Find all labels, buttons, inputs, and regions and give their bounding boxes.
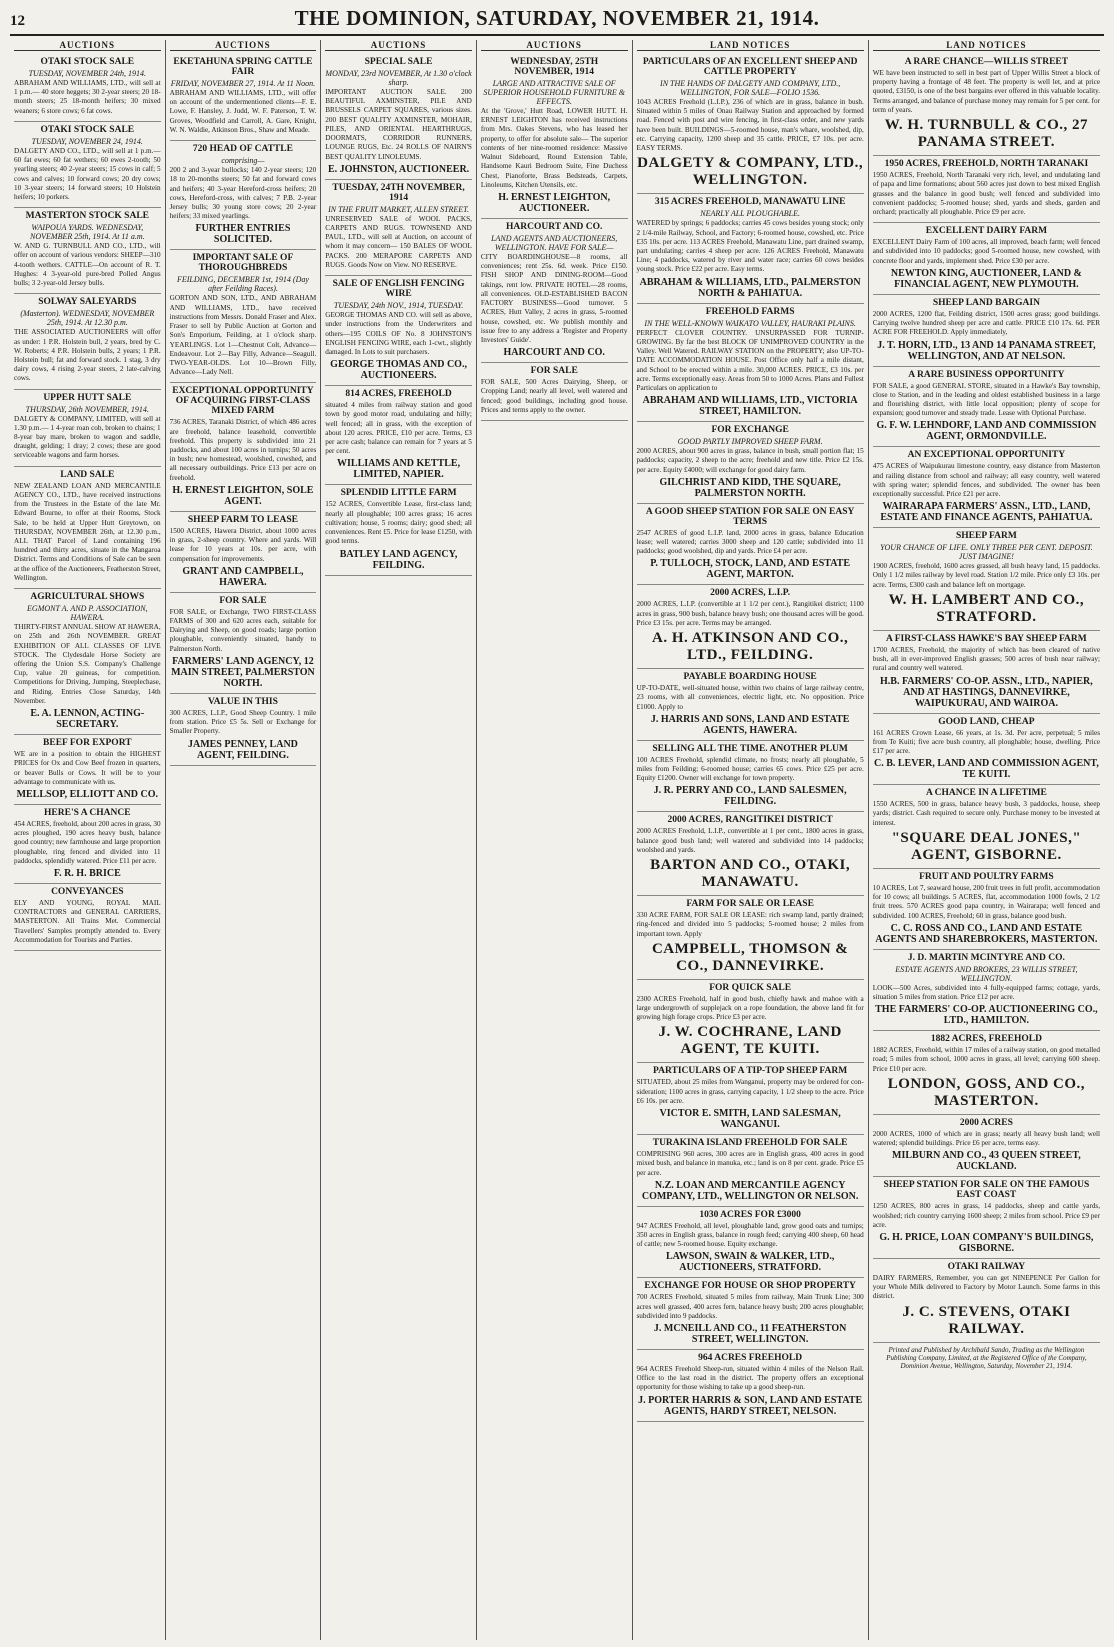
ad-body: EXCELLENT Dairy Farm of 100 acres, all improved, beach farm; well fenced and subdivided into 10 paddocks; good 5-roomed house, new cowshed, with concrete floor and yards, implement shed. Price £30 per acre. xyxy=(872,238,1101,265)
ad-subheading: THURSDAY, 26th NOVEMBER, 1914. xyxy=(25,404,149,414)
ad-signature: NEWTON KING, AUCTIONEER, LAND & FINANCIAL AGENT, NEW PLYMOUTH. xyxy=(890,267,1082,290)
ad-body: 2000 ACRES, 1200 flat, Feilding district, 1500 acres grass; good buildings. Carrying twelve hundred sheep per acre and cattle. PRICE £10 17s. 6d. PER ACRE FOR FREEHOLD. Apply immediately, xyxy=(872,309,1101,337)
ad-heading: VALUE IN THIS xyxy=(208,696,278,707)
ad-signature: J. T. HORN, LTD., 13 AND 14 PANAMA STREET, WELLINGTON, AND AT NELSON. xyxy=(877,339,1096,362)
ad-body: 454 ACRES, freehold, about 200 acres in grass, 30 acres ploughed, 190 acres heavy bush, balance good country; new farmhouse and large proportion ploughable, ring fenced and divided into 11 paddocks, splendidly watered. Price £11 per acre. xyxy=(14,819,161,865)
ad-body: 736 ACRES, Taranaki District, of which 486 acres are freehold, balance leasehold, convertible freehold. This property is subdivided into 21 paddocks, and about 100 acres in turnips; 50 acres in bush; new homestead, woolshed, cowshed, and all necessary outbuildings. Price £13 per acre on freehold. xyxy=(169,418,317,482)
advertisement xyxy=(14,467,161,589)
ad-body: 1550 ACRES, 500 in grass, balance heavy bush, 3 paddocks, house, sheep yards; district. Cash required to secure only. Purchase money to be invested at interest. xyxy=(872,800,1101,827)
ad-heading: SHEEP LAND BARGAIN xyxy=(932,297,1040,308)
ad-body: SITUATED, about 25 miles from Wanganui, property may be ordered for con-sideration; 1100 acres in grass, carrying capacity, 1 1/2 sheep to the acre. Price £6 10s. per acre. xyxy=(636,1078,864,1105)
ad-heading: J. D. MARTIN MCINTYRE AND CO. xyxy=(907,952,1065,963)
advertisement xyxy=(637,896,864,980)
ad-body: WATERED by springs; 6 paddocks; carries 45 cows besides young stock; only 2 1/4-mile Railway, School, and Factory; 6-roomed house, cowshed, etc. Price £35 10s. per acre. 113 ACRES Freehold, Manawatu Line, part drained swamp, part undulating; carries 4 sheep per acre. 126 ACRES Freehold, Manawatu Line; 4 paddocks, watered by river and water race; carries 60 cows besides young stock. Price £22 per acre. Easy terms. xyxy=(636,219,864,274)
ad-heading: SHEEP FARM TO LEASE xyxy=(187,514,298,525)
advertisement xyxy=(637,812,864,896)
ad-body: 1500 ACRES, Hawera District, about 1000 acres in grass, 2-sheep country. Where and yards. Will lease for 10 years at 10s. per acre, with compensation for improvements. xyxy=(169,526,317,563)
ad-signature: J. HARRIS AND SONS, LAND AND ESTATE AGENTS, HAWERA. xyxy=(650,713,850,736)
advertisement xyxy=(637,1278,864,1350)
ad-heading: 1950 ACRES, FREEHOLD, NORTH TARANAKI xyxy=(884,159,1089,170)
ad-body: 200 2 and 3-year bullocks; 140 2-year steers; 120 18 to 20-months steers; 50 fat and forward cows and heifers; 40 3-year Hereford-cross heifers; 20 cows, Hereford-cross, with calves; 7 P.B. 2-year Jersey bulls; 30 young store cows; 20 2-year heifers; 33 mixed yearlings. xyxy=(169,166,317,221)
advertisement xyxy=(170,250,317,383)
ad-heading: AN EXCEPTIONAL OPPORTUNITY xyxy=(907,450,1066,461)
ad-signature: LAWSON, SWAIN & WALKER, LTD., AUCTIONEERS, STRATFORD. xyxy=(665,1251,835,1274)
ad-subheading: EGMONT A. AND P. ASSOCIATION, HAWERA. xyxy=(27,604,148,623)
ad-signature: G. F. W. LEHNDORF, LAND AND COMMISSION AGENT, ORMONDVILLE. xyxy=(876,420,1097,443)
ad-signature: G. H. PRICE, LOAN COMPANY'S BUILDINGS, GISBORNE. xyxy=(879,1231,1094,1254)
ad-body: 161 ACRES Crown Lease, 66 years, at 1s. 3d. Per acre, perpetual; 5 miles from Te Kuiti; five acre bush country, all ploughable; house, dwelling. Price £17 per acre. xyxy=(872,728,1101,755)
ad-heading: SELLING ALL THE TIME. ANOTHER PLUM xyxy=(652,743,848,754)
ad-heading: 2000 ACRES, RANGITIKEI DISTRICT xyxy=(667,815,833,826)
ad-body: At the 'Grove,' Hutt Road, LOWER HUTT. H. ERNEST LEIGHTON has received instructions from Mrs. Oakes Stevens, who has leased her property, to offer for absolute sale— The superior contents of her nine-roomed residence: Massive Walnut Sideboard, Round Extension Table, Handsome Kauri Bedroom Suite, Fine Duchess Chest, Pianoforte, Brass Bedsteads, Carpets, Linoleums, Kitchen Utensils, etc. xyxy=(480,107,628,189)
ad-body: ELY AND YOUNG, ROYAL MAIL CONTRACTORS and GENERAL CARRIERS, MASTERTON. All Trains Met. Commercial Travellers' Samples promptly attended to. Every Accommodation for Tourists and Parties. xyxy=(14,899,161,944)
ad-signature: MELLSOP, ELLIOTT AND CO. xyxy=(16,788,159,800)
ad-signature: C. C. ROSS AND CO., LAND AND ESTATE AGENTS AND SHAREBROKERS, MASTERTON. xyxy=(875,922,1098,945)
ad-heading: SOLWAY SALEYARDS xyxy=(38,297,137,308)
advertisement xyxy=(637,669,864,741)
ad-subheading: GOOD PARTLY IMPROVED SHEEP FARM. xyxy=(677,437,823,447)
ad-heading: HARCOURT AND CO. xyxy=(506,221,603,232)
ad-heading: 2000 ACRES, L.I.P. xyxy=(710,588,791,599)
advertisement xyxy=(170,512,317,593)
ad-body: FOR SALE, a good GENERAL STORE, situated in a Hawke's Bay township, close to Station, and in the leading and oldest established business in a large and flourishing district, with little local opposition; plenty of scope for expansion; good turnover and steady trade. Lease with Optional Purchase. xyxy=(872,381,1101,418)
advertisement xyxy=(873,223,1100,295)
ad-heading: 315 ACRES FREEHOLD, MANAWATU LINE xyxy=(654,197,846,208)
advertisement xyxy=(637,422,864,504)
ad-signature: DALGETY & COMPANY, LTD., WELLINGTON. xyxy=(637,155,864,189)
advertisement xyxy=(873,528,1100,631)
advertisement xyxy=(637,585,864,669)
ad-heading: IMPORTANT SALE OF THOROUGHBREDS xyxy=(192,253,294,274)
masthead xyxy=(10,6,1104,36)
advertisement xyxy=(637,304,864,423)
ad-signature: CAMPBELL, THOMSON & CO., DANNEVIRKE. xyxy=(651,940,849,974)
advertisement xyxy=(873,1031,1100,1115)
ad-body: PERFECT CLOVER COUNTRY. UNSURPASSED FOR TURNIP-GROWING. By far the best BLOCK OF UNIMPROVED COUNTRY in the Valley. Well Watered. RAILWAY STATION on the PROPERTY; also UP-TO-DATE ACCOMMODATION HOUSE. Post Office only half a mile distant, and School to be erected within a mile. 30,000 ACRES. PRICE, £3 10s. per acre. Terms exceptionally easy. Areas from 50 to 1000 Acres. Plans and Fullest Particulars on application to xyxy=(636,328,864,392)
ad-signature: BARTON AND CO., OTAKI, MANAWATU. xyxy=(650,857,851,891)
ad-body: COMPRISING 960 acres, 300 acres are in English grass, 400 acres in good mixed bush, and balance in manuka, etc.; land is on 8 per cent. grade. Price £5 per acre. xyxy=(636,1150,864,1177)
ad-heading: SPLENDID LITTLE FARM xyxy=(340,488,457,499)
ad-body: 2000 ACRES, L.I.P. (convertible at 1 1/2 per cent.), Rangitikei district; 1100 acres in grass, 900 bush, balance heavy bush; one thousand acres will be good. Price £3 15s. per acre. Terms may be arranged. xyxy=(636,600,864,627)
ad-heading: FOR EXCHANGE xyxy=(711,425,789,436)
ad-heading: TUESDAY, 24TH NOVEMBER, 1914 xyxy=(332,182,465,203)
ad-signature: MILBURN AND CO., 43 QUEEN STREET, AUCKLAND. xyxy=(892,1150,1081,1173)
ad-body: 1950 ACRES, Freehold, North Taranaki very rich, level, and undulating land of papa and lime formations; about 560 acres just down to best mixed English grasses and the balance in good bush; well fenced and subdivided into convenient paddocks; 5-roomed house; shed, yards and sheds, garden and orchard; practically all ploughable. Price £9 per acre. xyxy=(872,171,1101,216)
ad-body: DALGETY AND CO., LTD., will sell at 1 p.m.— 60 fat ewes; 60 fat wethers; 60 ewes 2-tooth; 50 yearling steers; 40 2-year steers; 15 cows in calf; 5 cows and calves; 10 forward cows; 20 dry cows; 10 3-year steers; 14 forward steers; 10 Holstein heifers; 10 porkers. xyxy=(14,146,161,201)
advertisement xyxy=(873,714,1100,786)
ad-heading: A RARE BUSINESS OPPORTUNITY xyxy=(908,369,1065,380)
advertisement xyxy=(170,694,317,766)
advertisement xyxy=(14,390,161,467)
ad-body: situated 4 miles from railway station and good town by good motor road, undulating and hilly; well fenced; all in grass, with the exception of about 120 acres. PRICE, £10 per acre. Terms, £3 per acre cash; balance can remain for 7 years at 5 per cent. xyxy=(325,401,472,456)
ad-body: DAIRY FARMERS, Remember, you can get NINEPENCE Per Gallon for your Whole Milk delivered to Factory by Motor Launch. Some farms in this district. xyxy=(872,1273,1101,1301)
ad-signature: "SQUARE DEAL JONES," AGENT, GISBORNE. xyxy=(891,829,1082,863)
ad-heading: TURAKINA ISLAND FREEHOLD FOR SALE xyxy=(652,1138,848,1149)
ad-body: 152 ACRES, Convertible Lease, first-class land; nearly all ploughable; 100 acres grass; 16 acres cultivation; house, 5 rooms; dairy; good shed; all conveniences. Rent £5. Price for lease £1250, with good terms. xyxy=(325,500,472,546)
advertisement xyxy=(170,141,317,250)
advertisement xyxy=(170,593,317,694)
advertisement xyxy=(481,219,628,363)
advertisement xyxy=(14,884,161,951)
ad-subheading: WAIPOUA YARDS. WEDNESDAY, NOVEMBER 25th, 1914. At 11 a.m. xyxy=(30,223,145,242)
ad-signature: N.Z. LOAN AND MERCANTILE AGENCY COMPANY, LTD., WELLINGTON OR NELSON. xyxy=(641,1179,859,1202)
ad-heading: 1882 ACRES, FREEHOLD xyxy=(930,1034,1042,1045)
ad-heading: OTAKI STOCK SALE xyxy=(40,57,135,67)
ad-heading: EKETAHUNA SPRING CATTLE FAIR xyxy=(173,57,313,77)
ad-signature: J. MCNEILL AND CO., 11 FEATHERSTON STREET, WELLINGTON. xyxy=(653,1323,847,1346)
ad-heading: A FIRST-CLASS HAWKE'S BAY SHEEP FARM xyxy=(886,633,1087,644)
ad-signature: E. A. LENNON, ACTING-SECRETARY. xyxy=(30,708,145,731)
ad-subheading: (Masterton). WEDNESDAY, NOVEMBER 25th, 1914. At 12.30 p.m. xyxy=(20,309,155,328)
ad-signature: FARMERS' LAND AGENCY, 12 MAIN STREET, PALMERSTON NORTH. xyxy=(171,655,315,689)
ad-heading: 2000 ACRES xyxy=(959,1117,1013,1128)
advertisement xyxy=(14,54,161,122)
column-1 xyxy=(10,40,166,1640)
ad-body: 100 ACRES Freehold, splendid climate, no frosts; nearly all ploughable, 5 miles from Feilding; 6-roomed house; carries 65 cows. Price £25 per acre. Equity £1200. Owner will exchange for town property. xyxy=(636,755,864,783)
ad-body: 1250 ACRES, 800 acres in grass, 14 paddocks, sheep and cattle yards, woolshed; rich country carrying 1600 sheep; 2 miles from school. Price £9 per acre. xyxy=(872,1202,1101,1229)
advertisement xyxy=(325,485,472,575)
ad-heading: FOR SALE xyxy=(219,595,267,606)
advertisement xyxy=(873,295,1100,367)
section-heading: LAND NOTICES xyxy=(873,40,1100,51)
ad-subheading: TUESDAY, NOVEMBER 24th, 1914. xyxy=(28,69,147,78)
ad-body: 700 ACRES Freehold, situated 5 miles from railway, Main Trunk Line; 300 acres well grassed, 400 acres fern, balance heavy bush; 200 acres ploughable; subdivided into 9 paddocks. xyxy=(636,1293,864,1320)
column-2 xyxy=(166,40,322,1640)
ad-signature: GRANT AND CAMPBELL, HAWERA. xyxy=(182,565,304,588)
ad-signature: E. JOHNSTON, AUCTIONEER. xyxy=(327,163,470,175)
ad-signature: THE FARMERS' CO-OP. AUCTIONEERING CO., LTD., HAMILTON. xyxy=(875,1004,1098,1027)
ad-body: 1043 ACRES Freehold (L.I.P.), 236 of which are in grass, balance in bush. Situated within 5 miles of Onau Railway Station and approached by formed road. Fenced with post and wire fencing, in first-class order, and new yards have been built. BUILDINGS—5-roomed house, man's whare, woolshed, dip, etc. Carrying capacity, 1200 sheep and 35 cattle. PRICE, £7 10s. per acre. EASY TERMS. xyxy=(636,98,864,153)
ad-body: 475 ACRES of Waipukurau limestone country, easy distance from Masterton and railing distance from school and railway; all easy country, well watered with spring water; splendid fences, and subdivided. The owner has been exceptionally successful. Price £21 per acre. xyxy=(872,462,1101,499)
section-heading: AUCTIONS xyxy=(325,40,472,51)
ad-subheading: IN THE WELL-KNOWN WAIKATO VALLEY, HAURAKI PLAINS. xyxy=(644,318,856,328)
advertisement xyxy=(14,589,161,735)
ad-signature: J. C. STEVENS, OTAKI RAILWAY. xyxy=(902,1303,1071,1337)
advertisement xyxy=(873,156,1100,223)
ad-body: CITY BOARDINGHOUSE—8 rooms, all conveniences; rent 25s. 6d. week. Price £150. FISH SHOP AND DINING-ROOM—Good takings, rent low. PRIVATE HOTEL—28 rooms, all conveniences. OLD-ESTABLISHED BACON FACTORY BUSINESS—Good turnover. 5 ACRES, Hutt Valley, 2 acres in grass, 5-roomed house, cowshed, etc. We publish monthly and issue free to any address a 'Register and Property Investors' Guide'. xyxy=(480,252,628,344)
advertisement xyxy=(637,194,864,303)
ad-signature: F. R. H. BRICE xyxy=(53,868,121,880)
advertisement xyxy=(873,869,1100,950)
advertisement xyxy=(14,735,161,805)
ad-signature: WAIRARAPA FARMERS' ASSN., LTD., LAND, ESTATE AND FINANCE AGENTS, PAHIATUA. xyxy=(880,501,1093,524)
advertisement xyxy=(637,1135,864,1207)
ad-signature: W. H. LAMBERT AND CO., STRATFORD. xyxy=(888,591,1085,625)
ad-signature: P. TULLOCH, STOCK, LAND, AND ESTATE AGENT, MARTON. xyxy=(650,558,851,581)
ad-subheading: ESTATE AGENTS AND BROKERS, 23 WILLIS STREET, WELLINGTON. xyxy=(895,964,1078,983)
ad-heading: MASTERTON STOCK SALE xyxy=(25,211,149,222)
ad-heading: UPPER HUTT SALE xyxy=(43,392,132,403)
imprint: Printed and Published by Archibald Sando, Trading as the Wellington Publishing Company, Limited, at the Registered Office of the Company, Dominion Avenue, Wellington, Saturday, November 21, 1914. xyxy=(886,1345,1087,1370)
ad-heading: HERE'S A CHANCE xyxy=(44,807,131,818)
advertisement xyxy=(637,504,864,586)
ad-signature: JAMES PENNEY, LAND AGENT, FEILDING. xyxy=(187,738,298,761)
section-heading: AUCTIONS xyxy=(481,40,628,51)
ad-body: 1700 ACRES, Freehold, the majority of which has been cleared of native bush, all in ever-improved English grasses; 500 acres of bush near railway; rural and country well watered. xyxy=(872,645,1101,673)
ad-signature: ABRAHAM AND WILLIAMS, LTD., VICTORIA STREET, HAMILTON. xyxy=(642,395,858,418)
ad-subheading: FEILDING, DECEMBER 1st, 1914 (Day after Feilding Races). xyxy=(176,275,309,294)
ad-body: W. AND G. TURNBULL AND CO., LTD., will offer on account of various vendors: SHEEP—310 4-tooth wethers. CATTLE—On account of R. T. Hughes: 4 3-year-old pure-bred Polled Angus bulls; 3 2-year-old Jersey bulls. xyxy=(14,242,161,288)
ad-body: ABRAHAM AND WILLIAMS, LTD., will offer on account of the undermentioned clients—F. E. Lowe, F. Hansley, J. Judd, W. F. Paterson, T. W. Groves, Woodfield and Carroll, A. Gare, Knight, W. N. Waldie, Atkinson Bros., Shaw and Meade. xyxy=(169,89,317,134)
advertisement xyxy=(873,631,1100,714)
ad-heading: EXCEPTIONAL OPPORTUNITY OF ACQUIRING FIRST-CLASS MIXED FARM xyxy=(172,386,314,417)
ad-body: GEORGE THOMAS AND CO. will sell as above, under instructions from the Underwriters and others—195 COILS OF No. 8 JOHNSTON'S ENGLISH FENCING WIRE, each 1-cwt., slightly damaged. In Lots to suit purchasers. xyxy=(325,311,472,356)
ad-signature: W. H. TURNBULL & CO., 27 PANAMA STREET. xyxy=(884,117,1089,151)
ad-signature: J. W. COCHRANE, LAND AGENT, TE KUITI. xyxy=(658,1024,842,1058)
column-6 xyxy=(869,40,1104,1640)
ad-subheading: LARGE AND ATTRACTIVE SALE OF SUPERIOR HOUSEHOLD FURNITURE & EFFECTS. xyxy=(483,79,625,106)
ad-body: WE have been instructed to sell in best part of Upper Willis Street a block of property having a frontage of 48 feet. The property is well let, and at price quoted, £3150, is one of the best bargains ever offered in this valuable locality. Terms arranged, and balance of purchase money may remain for 5 per cent. for term of years. xyxy=(872,69,1101,114)
ad-signature: LONDON, GOSS, AND CO., MASTERTON. xyxy=(887,1075,1086,1109)
advertisement xyxy=(873,1115,1100,1177)
ad-signature: GILCHRIST AND KIDD, THE SQUARE, PALMERSTON NORTH. xyxy=(659,476,841,499)
advertisement xyxy=(481,54,628,219)
ad-signature: J. R. PERRY AND CO., LAND SALESMEN, FEILDING. xyxy=(653,785,847,808)
advertisement xyxy=(637,1207,864,1279)
ad-body: 2300 ACRES Freehold, half in good bush, chiefly hawk and mahoe with a large undergrowth of supplejack on a rope foundation, the above land fit for growing high forage crops. Price £3 per acre. xyxy=(636,994,864,1022)
ad-heading: FREEHOLD FARMS xyxy=(705,306,795,317)
advertisement xyxy=(637,1063,864,1135)
ad-heading: FARM FOR SALE OR LEASE xyxy=(686,899,814,910)
ad-heading: A CHANCE IN A LIFETIME xyxy=(925,788,1047,799)
ad-subheading: IN THE FRUIT MARKET, ALLEN STREET. xyxy=(328,204,470,214)
ad-body: 1900 ACRES, freehold, 1600 acres grassed, all bush heavy land, 15 paddocks. Only 1 1/2 miles railway by level road. Station 1/2 mile. Price only £3 10s. per acre. Terms, £300 cash and balance left on mortgage. xyxy=(872,562,1101,589)
advertisement xyxy=(14,294,161,389)
ad-heading: PAYABLE BOARDING HOUSE xyxy=(683,672,817,683)
ad-heading: CONVEYANCES xyxy=(51,887,124,898)
ad-body: IMPORTANT AUCTION SALE. 200 BEAUTIFUL AXMINSTER, PILE AND BRUSSELS CARPET SQUARES, various sizes. 200 BEST QUALITY AXMINSTER, MOHAIR, PILES, AND ORIENTAL HEARTHRUGS, DOORMATS, CORRIDOR RUNNERS, LOUNGE RUGS, Etc. 24 ROLLS OF NAIRN'S BEST QUALITY LINOLEUMS. xyxy=(325,88,472,161)
ad-signature: A. H. ATKINSON AND CO., LTD., FEILDING. xyxy=(652,630,849,664)
ad-body: UP-TO-DATE, well-situated house, within two chains of large railway centre, 23 rooms, with all conveniences, electric light, etc. No opposition. Price £1000. Apply to xyxy=(636,684,864,711)
ad-subheading: NEARLY ALL PLOUGHABLE. xyxy=(700,209,801,219)
ad-body: ABRAHAM AND WILLIAMS, LTD., will sell at 1 p.m.— 40 store heggets; 30 2-year steers; 20 18-month steers; 25 18-month heifers; 30 mixed weaners; 6 store cows; 6 fat cows. xyxy=(14,79,161,115)
ad-heading: WEDNESDAY, 25TH NOVEMBER, 1914 xyxy=(510,57,599,77)
advertisement xyxy=(873,950,1100,1031)
ad-signature: H.B. FARMERS' CO-OP. ASSN., LTD., NAPIER, AND AT HASTINGS, DANNEVIRKE, WAIPUKURAU, AND WAIROA. xyxy=(880,675,1093,709)
ad-signature: HARCOURT AND CO. xyxy=(503,347,605,359)
ad-body: UNRESERVED SALE of WOOL PACKS, CARPETS AND RUGS. TOWNSEND AND PAUL, LTD., will sell at Auction, on account of whom it may concern— 150 BALES OF WOOL PACKS. 200 MERAPORE CARPETS AND RUGS. Goods Now on View. NO RESERVE. xyxy=(325,214,472,269)
column-4 xyxy=(477,40,633,1640)
ad-heading: SHEEP FARM xyxy=(956,531,1017,542)
ad-body: 300 ACRES, L.I.P., Good Sheep Country. 1 mile from station. Price £5 5s. Sell or Exchange for Smaller Property. xyxy=(169,708,317,736)
ad-signature: H. ERNEST LEIGHTON, AUCTIONEER. xyxy=(498,191,611,214)
ad-heading: AGRICULTURAL SHOWS xyxy=(30,592,145,603)
advertisement xyxy=(14,208,161,294)
advertisement xyxy=(325,180,472,276)
advertisement xyxy=(637,980,864,1064)
ad-heading: A GOOD SHEEP STATION FOR SALE ON EASY TERMS xyxy=(645,506,855,527)
advertisement xyxy=(14,805,161,884)
ad-body: 2000 ACRES, about 900 acres in grass, balance in bush, small portion flat; 15 paddocks; capacity, 2 sheep to the acre; freehold and new title. Price £2 15s. per acre. Equity £4000; will exchange for good dairy farm. xyxy=(636,447,864,474)
columns xyxy=(10,40,1104,1640)
ad-heading: SPECIAL SALE xyxy=(364,57,433,67)
ad-signature: H. ERNEST LEIGHTON, SOLE AGENT. xyxy=(172,484,314,507)
ad-body: LOOK—500 Acres, subdivided into 4 fully-equipped farms; cottage, yards, situation 5 miles from station. Price £12 per acre. xyxy=(872,983,1101,1001)
advertisement xyxy=(637,741,864,813)
ad-heading: FRUIT AND POULTRY FARMS xyxy=(919,871,1054,882)
advertisement xyxy=(873,1177,1100,1259)
ad-body: DALGETY & COMPANY, LIMITED, will sell at 1.30 p.m.— 1 4-year roan cob, broken to chains; 1 8-year bay mare, broken to wagon and saddle, draught, gelding; 1 dray; 2 cows; these are good serviceable wagons and farm horses. xyxy=(14,414,161,460)
ad-subheading: LAND AGENTS AND AUCTIONEERS, WELLINGTON. HAVE FOR SALE— xyxy=(491,233,618,252)
ad-heading: LAND SALE xyxy=(60,469,115,480)
advertisement xyxy=(170,54,317,141)
ad-body: NEW ZEALAND LOAN AND MERCANTILE AGENCY CO., LTD., have received instructions from the Trustees in the Estate of the late Mr. Edward Bourne, to offer at their Rooms, Stock Sale, to be held at Upper Hutt Greytown, on THURSDAY, NOVEMBER 26th, at 12.30 p.m., ALL THAT Parcel of Land containing 196 hundred and thirty acres, situate in the Mangaroa District. Terms and Conditions of Sale can be seen at the office of the Auctioneers, Featherston Street, Wellington. xyxy=(14,481,161,582)
ad-body: 947 ACRES Freehold, all level, ploughable land, grow good oats and turnips; 350 acres in English grass, balance in rough feed; carrying 400 sheep, 60 head of cattle; new 5-roomed house. Equity exchange. xyxy=(636,1221,864,1249)
section-heading: LAND NOTICES xyxy=(637,40,864,51)
advertisement xyxy=(325,386,472,485)
newspaper-title: THE DOMINION, SATURDAY, NOVEMBER 21, 1914. xyxy=(294,6,820,30)
ad-subheading: MONDAY, 23rd NOVEMBER, At 1.30 o'clock sharp. xyxy=(325,69,472,87)
advertisement xyxy=(481,363,628,421)
ad-body: 10 ACRES, Lot 7, seaward house, 200 fruit trees in full profit, accommodation for 10 cows; all buildings. 5 ACRES, flat, accommodation 1000 fowls, 2 1/2 fruit trees. 570 ACRES good papa country, in Wairarapa; well fenced and subdivided. 100 ACRES, Freehold; 60 in grass, balance good bush. xyxy=(872,883,1101,920)
ad-body: 1882 ACRES, Freehold, within 17 miles of a railway station, on good metalled road; 5 miles from school, 1000 acres in grass, all level; carrying 600 sheep. Price £10 per acre. xyxy=(872,1046,1101,1073)
ad-heading: SHEEP STATION FOR SALE ON THE FAMOUS EAST COAST xyxy=(883,1180,1090,1201)
ad-heading: 964 ACRES FREEHOLD xyxy=(698,1353,803,1364)
section-heading: AUCTIONS xyxy=(14,40,161,51)
ad-signature: ABRAHAM & WILLIAMS, LTD., PALMERSTON NORTH & PAHIATUA. xyxy=(639,276,861,299)
ad-heading: 720 HEAD OF CATTLE xyxy=(192,144,293,155)
ad-signature: J. PORTER HARRIS & SON, LAND AND ESTATE AGENTS, HARDY STREET, NELSON. xyxy=(638,1394,863,1417)
ad-signature: FURTHER ENTRIES SOLICITED. xyxy=(195,223,291,246)
ad-body: FOR SALE, 500 Acres Dairying, Sheep, or Cropping Land; nearly all level, well watered and fenced; good buildings, including good house. Prices and terms apply to the owner. xyxy=(480,378,628,414)
ad-heading: GOOD LAND, CHEAP xyxy=(938,716,1035,727)
ad-heading: FOR QUICK SALE xyxy=(709,982,792,993)
advertisement xyxy=(873,785,1100,869)
ad-subheading: comprising— xyxy=(221,156,265,166)
ad-heading: BEEF FOR EXPORT xyxy=(43,738,132,749)
column-3 xyxy=(321,40,477,1640)
ad-heading: SALE OF ENGLISH FENCING WIRE xyxy=(332,279,465,300)
column-5 xyxy=(633,40,869,1640)
ad-subheading: TUESDAY, 24th NOV., 1914, TUESDAY. xyxy=(333,301,464,311)
ad-signature: WILLIAMS AND KETTLE, LIMITED, NAPIER. xyxy=(337,458,461,481)
section-heading: AUCTIONS xyxy=(170,40,317,51)
advertisement xyxy=(873,1259,1100,1343)
ad-body: 330 ACRE FARM, FOR SALE OR LEASE: rich swamp land, partly drained; ring-fenced and divided into 5 paddocks; 5-roomed house; 2 miles from important town. Apply xyxy=(636,911,864,938)
ad-heading: PARTICULARS OF AN EXCELLENT SHEEP AND CATTLE PROPERTY xyxy=(642,57,858,77)
ad-heading: 814 ACRES, FREEHOLD xyxy=(345,389,452,400)
ad-heading: 1030 ACRES FOR £3000 xyxy=(699,1209,801,1220)
advertisement xyxy=(873,447,1100,528)
ad-body: 964 ACRES Freehold Sheep-run, situated within 4 miles of the Nelson Rail. Office to the last road in the district. The property offers an exceptional opportunity for those wishing to take up a good sheep-run. xyxy=(636,1365,864,1392)
ad-signature: BATLEY LAND AGENCY, FEILDING. xyxy=(339,548,458,571)
advertisement xyxy=(873,367,1100,448)
page-number: 12 xyxy=(10,13,25,29)
ad-body: THE ASSOCIATED AUCTIONEERS will offer as under: 1 P.R. Holstein bull, 2 years, bred by C. W. Roberts; 4 P.R. Holstein bulls, 2 years; 1 P.R. Holstein bull; fat and forward stock. 1 stag, 3 dry dairy cows, 4 rising 2-year steers, 2 late-calving cows. xyxy=(14,328,161,383)
ad-heading: OTAKI STOCK SALE xyxy=(40,124,135,135)
advertisement xyxy=(325,54,472,180)
ad-signature: C. B. LEVER, LAND AND COMMISSION AGENT, TE KUITI. xyxy=(873,758,1099,781)
advertisement xyxy=(325,276,472,386)
ad-body: THIRTY-FIRST ANNUAL SHOW AT HAWERA, on 25th and 26th NOVEMBER. GREAT EXHIBITION OF ALL CLASSES OF LIVE STOCK. The Clydesdale Horse Society are offering the Union S.S. Company's Challenge Cup, value 20 guineas, for competition. Competitions for Driving, Jumping, Steeplechase, and Riding. Entries Close Saturday, 14th November. xyxy=(14,623,161,705)
ad-heading: A RARE CHANCE—WILLIS STREET xyxy=(904,57,1069,67)
ad-heading: FOR SALE xyxy=(530,366,578,377)
ad-subheading: IN THE HANDS OF DALGETY AND COMPANY, LTD., WELLINGTON, FOR SALE—FOLIO 1536. xyxy=(660,79,841,97)
ad-heading: EXCHANGE FOR HOUSE OR SHOP PROPERTY xyxy=(644,1281,856,1292)
ad-signature: GEORGE THOMAS AND CO., AUCTIONEERS. xyxy=(330,359,467,382)
ad-subheading: TUESDAY, NOVEMBER 24, 1914. xyxy=(31,136,143,146)
advertisement xyxy=(14,122,161,208)
advertisement xyxy=(637,1350,864,1422)
ad-subheading: FRIDAY, NOVEMBER 27, 1914. At 11 Noon. xyxy=(170,79,316,88)
ad-heading: EXCELLENT DAIRY FARM xyxy=(925,226,1048,237)
ad-body: FOR SALE, or Exchange, TWO FIRST-CLASS FARMS of 300 and 620 acres each, suitable for Dairying and Sheep, on good roads; large portion ploughable, conveniently situated, handy to Palmerston North. xyxy=(169,607,317,653)
ad-body: 2547 ACRES of good L.I.P. land, 2000 acres in grass, balance Education lease; well watered; carries 3000 sheep and 120 cattle; subdivided into 11 paddocks; good woolshed, dip and yards. Price £4 per acre. xyxy=(636,528,864,556)
advertisement xyxy=(170,383,317,512)
ad-subheading: YOUR CHANCE OF LIFE. ONLY THREE PER CENT. DEPOSIT. JUST IMAGINE! xyxy=(880,543,1093,562)
advertisement xyxy=(873,54,1100,156)
ad-body: GORTON AND SON, LTD., AND ABRAHAM AND WILLIAMS, LTD., have received instructions from Messrs. Donald Fraser and Alex. Fraser to sell by Public Auction at Gorton and Son's Emporium, Feilding, at 1 o'clock sharp. YEARLINGS. Lot 1—Chestnut Colt, Advance—Endeavour. Lot 2—Bay Filly, Advance—Seagull. TWO-YEAR-OLDS. Lot 10—Brown Filly, Advance—Lady Nell. xyxy=(169,294,317,377)
ad-heading: OTAKI RAILWAY xyxy=(947,1261,1026,1272)
ad-heading: PARTICULARS OF A TIP-TOP SHEEP FARM xyxy=(653,1066,848,1077)
advertisement xyxy=(637,54,864,194)
ad-signature: VICTOR E. SMITH, LAND SALESMAN, WANGANUI. xyxy=(659,1108,841,1131)
ad-body: 2000 ACRES Freehold, L.I.P., convertible at 1 per cent., 1800 acres in grass, balance good bush land; well watered and subdivided into 14 paddocks; woolshed and yards. xyxy=(636,827,864,854)
ad-body: 2000 ACRES, 1000 of which are in grass; nearly all heavy bush land; well watered; splendid buildings. Price £6 per acre, terms easy. xyxy=(872,1129,1101,1148)
ad-body: WE are in a position to obtain the HIGHEST PRICES for Ox and Cow Beef frozen in quarters, or beaver Bulls or Cows. It will be to your advantage to communicate with us. xyxy=(14,750,161,786)
